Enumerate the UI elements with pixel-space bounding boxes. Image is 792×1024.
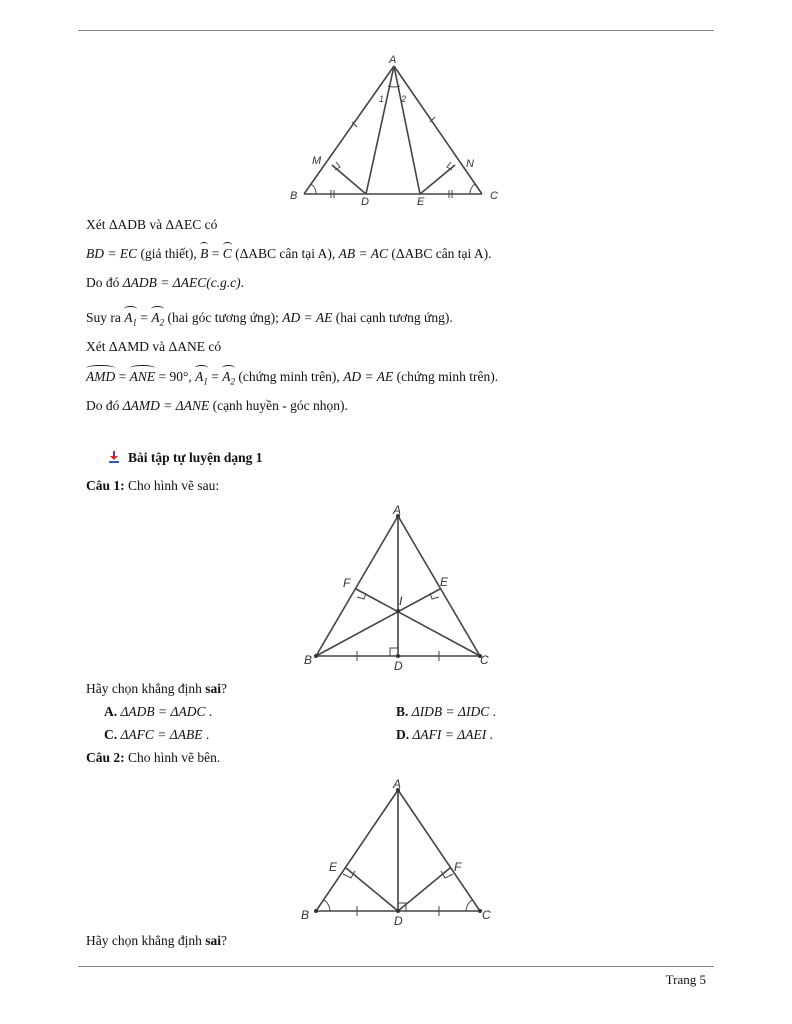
angle-a1: [124, 310, 137, 328]
fig2-label-e: E: [440, 575, 449, 589]
option-b-dot: .: [489, 704, 496, 719]
fig1-label-m: M: [312, 155, 322, 167]
text-period: .: [240, 275, 245, 290]
question-2: [86, 750, 220, 766]
fig2-label-f: F: [343, 576, 351, 590]
text-suy-ra: Suy ra: [86, 310, 125, 325]
text-do-do: Do đó: [86, 398, 123, 413]
fig1-label-c: C: [490, 190, 498, 202]
text-corresponding-sides: (hai cạnh tương ứng).: [332, 310, 453, 325]
figure-triangle-amn: [284, 52, 508, 212]
angle-a2-letter: A: [222, 369, 231, 384]
angle-c: C: [222, 246, 232, 261]
angle-a2-letter: A: [151, 310, 160, 325]
eq-ad-ae: AD = AE: [343, 369, 394, 384]
q1-text: Cho hình vẽ sau:: [124, 478, 220, 493]
eq-bd-ec: BD = EC: [86, 246, 138, 261]
option-b-label: B.: [396, 704, 409, 719]
angle-a2-sub: 2: [230, 376, 236, 387]
angle-a2: [222, 369, 235, 387]
fig3-label-e: E: [329, 860, 338, 874]
footer-rule: [78, 966, 714, 967]
text-isosceles-1: (ΔABC cân tại A),: [231, 246, 339, 261]
text-90deg: = 90°,: [155, 369, 196, 384]
section-heading: [108, 450, 263, 467]
q2-prompt-mark: ?: [221, 933, 227, 948]
fig1-label-2: 2: [401, 94, 407, 104]
bullet-icon: [108, 451, 120, 467]
line-deduce: [86, 310, 453, 328]
section-title: Bài tập tự luyện dạng 1: [128, 450, 263, 465]
fig1-label-n: N: [466, 158, 474, 170]
option-c-dot: .: [202, 727, 210, 742]
fig2-label-b: B: [304, 653, 313, 667]
option-a-label: A.: [104, 704, 118, 719]
text-proved-above: (chứng minh trên),: [235, 369, 344, 384]
q1-prompt-text: Hãy chọn khẳng định: [86, 681, 206, 696]
eq-amd-ane: ΔAMD = ΔANE: [122, 398, 210, 413]
q1-label: Câu 1:: [86, 478, 125, 493]
angle-a2: [151, 310, 164, 328]
angle-a2-sub: 2: [159, 317, 165, 328]
option-c-label: C.: [104, 727, 118, 742]
angle-a1-letter: A: [195, 369, 204, 384]
q1-option-c[interactable]: [104, 727, 209, 743]
angle-ane: ANE: [129, 369, 156, 384]
option-c-text: ΔAFC = ΔABE: [120, 727, 203, 742]
fig1-label-1: 1: [379, 94, 385, 104]
fig3-label-b: B: [301, 908, 310, 922]
q2-prompt-text: Hãy chọn khẳng định: [86, 933, 206, 948]
q1-prompt: [86, 681, 227, 697]
figure-triangle-ef: [296, 774, 496, 930]
q2-prompt-sai: sai: [205, 933, 221, 948]
fig2-label-i: I: [399, 594, 403, 608]
angle-a1: [195, 369, 208, 387]
option-a-text: ΔADB = ΔADC: [120, 704, 206, 719]
fig1-label-b: B: [290, 190, 298, 202]
angle-amd: AMD: [86, 369, 116, 384]
line-equalities-1: [86, 246, 492, 262]
text-equals: =: [115, 369, 130, 384]
line-conclusion-2: [86, 398, 348, 414]
eq-adb-aec: ΔADB = ΔAEC(c.g.c): [122, 275, 241, 290]
fig3-label-d: D: [394, 914, 403, 926]
q1-option-a[interactable]: [104, 704, 212, 720]
q1-prompt-sai: sai: [205, 681, 221, 696]
option-d-dot: .: [486, 727, 493, 742]
option-b-text: ΔIDB = ΔIDC: [411, 704, 490, 719]
fig1-label-a: A: [389, 54, 397, 66]
line-conclusion-1: [86, 275, 244, 291]
q2-label: Câu 2:: [86, 750, 125, 765]
text-isosceles-2: (ΔABC cân tại A).: [388, 246, 492, 261]
fig3-label-c: C: [482, 908, 491, 922]
fig1-label-d: D: [361, 196, 369, 208]
figure-triangle-i: [298, 500, 494, 676]
line-consider-amd-ane: Xét ΔAMD và ΔANE có: [86, 339, 222, 354]
angle-a1-letter: A: [124, 310, 133, 325]
fig2-label-c: C: [480, 653, 489, 667]
q2-prompt: [86, 933, 227, 949]
option-d-label: D.: [396, 727, 410, 742]
q1-prompt-mark: ?: [221, 681, 227, 696]
text-do-do: Do đó: [86, 275, 123, 290]
fig1-label-e: E: [417, 196, 425, 208]
line-consider-adb-aec: Xét ΔADB và ΔAEC có: [86, 217, 218, 232]
fig2-label-a: A: [393, 503, 402, 517]
text-equals: =: [208, 246, 223, 261]
q1-option-d[interactable]: [396, 727, 493, 743]
text-hypotenuse-acute: (cạnh huyền - góc nhọn).: [209, 398, 348, 413]
page-number: Trang 5: [665, 972, 706, 987]
angle-a1-sub: 1: [132, 317, 137, 328]
header-rule: [78, 30, 714, 31]
q1-option-b[interactable]: [396, 704, 496, 720]
angle-b: B: [200, 246, 209, 261]
angle-a1-sub: 1: [203, 376, 208, 387]
option-a-dot: .: [205, 704, 213, 719]
option-d-text: ΔAFI = ΔAEI: [412, 727, 487, 742]
q2-text: Cho hình vẽ bên.: [124, 750, 221, 765]
text-equals: =: [207, 369, 223, 384]
line-equalities-2: [86, 369, 498, 387]
text-proved-above-2: (chứng minh trên).: [393, 369, 499, 384]
question-1: [86, 478, 219, 494]
fig3-label-a: A: [393, 777, 402, 791]
fig2-label-d: D: [394, 659, 403, 672]
text-equals: =: [137, 310, 152, 325]
eq-ab-ac: AB = AC: [338, 246, 389, 261]
text-gia-thiet: (giả thiết),: [137, 246, 201, 261]
eq-ad-ae: AD = AE: [282, 310, 333, 325]
fig3-label-f: F: [454, 860, 462, 874]
text-corresponding-angles: (hai góc tương ứng);: [164, 310, 283, 325]
